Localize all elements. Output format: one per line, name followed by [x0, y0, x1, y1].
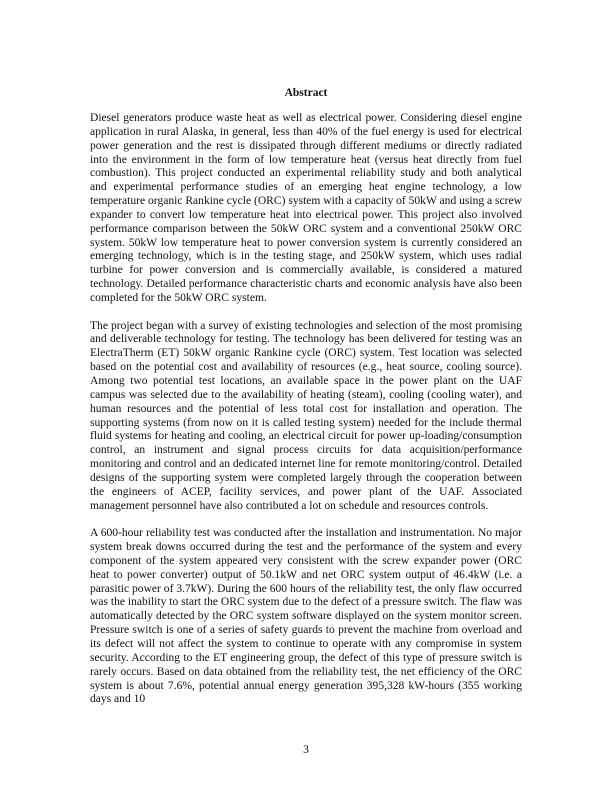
document-body: [90, 112, 522, 721]
section-heading-abstract: Abstract: [284, 87, 328, 99]
paragraph-3: A 600-hour reliability test was conducted after the installation and instrumentation. No major system break downs occurred during the test and the performance of the system and every component of the system appeared very consistent with the screw expander power (ORC heat to power converter) output of 50.1kW and net ORC system output of 46.4kW (i.e. a parasitic power of 3.7kW). During the 600 hours of the reliability test, the only flaw occurred was the inability to start the ORC system due to the defect of a pressure switch. The flaw was automatically detected by the ORC system software displayed on the system monitor screen. Pressure switch is one of a series of safety guards to prevent the machine from overload and its defect will not affect the system to continue to operate with any compromise in system security. According to the ET engineering group, the defect of this type of pressure switch is rarely occurs. Based on data obtained from the reliability test, the net efficiency of the ORC system is about 7.6%, potential annual energy generation 395,328 kW-hours (355 working days and 10: [90, 527, 522, 706]
page-number: 3: [303, 744, 309, 756]
paragraph-2: The project began with a survey of existing technologies and selection of the most promising and deliverable technology for testing. The technology has been delivered for testing was an ElectraTherm (ET) 50kW organic Rankine cycle (ORC) system. Test location was selected based on the potential cost and availability of resources (e.g., heat source, cooling source). Among two potential test locations, an available space in the power plant on the UAF campus was selected due to the availability of heating (steam), cooling (cooling water), and human resources and the potential of less total cost for installation and operation. The supporting systems (from now on it is called testing system) needed for the include thermal fluid systems for heating and cooling, an electrical circuit for power up-loading/consumption control, an instrument and signal process circuits for data acquisition/performance monitoring and control and an dedicated internet line for remote monitoring/control. Detailed designs of the supporting system were completed largely through the cooperation between the engineers of ACEP, facility services, and power plant of the UAF. Associated management personnel have also contributed a lot on schedule and resources controls.: [90, 319, 522, 512]
paragraph-1: Diesel generators produce waste heat as well as electrical power. Considering diesel engine application in rural Alaska, in general, less than 40% of the fuel energy is used for electrical power generation and the rest is dissipated through different mediums or directly radiated into the environment in the form of low temperature heat (versus heat directly from fuel combustion). This project conducted an experimental reliability study and both analytical and experimental performance studies of an emerging heat engine technology, a low temperature organic Rankine cycle (ORC) system with a capacity of 50kW and using a screw expander to convert low temperature heat into electrical power. This project also involved performance comparison between the 50kW ORC system and a conventional 250kW ORC system. 50kW low temperature heat to power conversion system is currently considered an emerging technology, which is in the testing stage, and 250kW system, which uses radial turbine for power conversion and is commercially available, is considered a matured technology. Detailed performance characteristic charts and economic analysis have also been completed for the 50kW ORC system.: [90, 112, 522, 304]
